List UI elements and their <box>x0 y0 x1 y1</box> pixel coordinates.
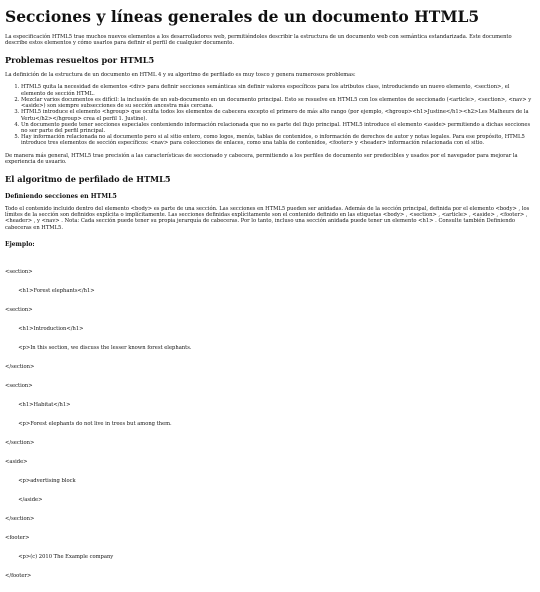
problems-lead-paragraph: La definición de la estructura de un documento en HTML 4 y su algoritmo de perfilado es muy tosco y genera numerosos problemas: <box>5 72 356 79</box>
code-line: <footer> <box>5 535 30 542</box>
problems-list <box>5 84 533 146</box>
code-line: <p>Forest elephants do not live in trees but among them. <box>5 420 172 427</box>
list-item: 4. Un documento puede tener secciones especiales conteniendo información relacionada que no es parte del flujo principal. HTML5 introduce el elemento <aside> permitiendo a dichas secciones no ser parte del perfil principal. <box>21 122 533 134</box>
code-line: <h1>Habitat</h1> <box>5 401 71 408</box>
example-label: Ejemplo: <box>5 240 35 248</box>
code-line: <h1>Introduction</h1> <box>5 325 84 332</box>
code-line: </section> <box>5 516 35 523</box>
code-line: <h1>Forest elephants</h1> <box>5 287 95 294</box>
code-line: </footer> <box>5 573 32 580</box>
section-heading-algorithm: El algoritmo de perfilado de HTML5 <box>5 174 171 185</box>
code-line: </aside> <box>5 497 43 504</box>
list-item: 2. Mezclar varios documentos es difícil: la inclusión de un sub-documento en un documento principal. Esto se resuelve en HTML5 con los elementos de seccionado (<article>, <section>, <nav> y <aside>) son siempre subsecciones de su sección ancestra más cercana. <box>21 97 533 109</box>
code-line: <aside> <box>5 458 28 465</box>
intro-paragraph: La especificación HTML5 trae muchos nuevos elementos a los desarrolladores web, permitiéndoles describir la estructura de un documento web con semántica estandarizada. Este documento describe estos elementos y cómo usarlos para definir el perfil de cualquier documento. <box>5 33 512 47</box>
code-line: <section> <box>5 382 33 389</box>
list-item: 5. Hay información relacionada no al documento pero si al sitio entero, como logos, menús, tablas de contenidos, o información de derechos de autor y notas legales. Para ese propósito, HTML5 introduce tres elementos de sección específicos: <nav> para colecciones de enlaces, como una tabla de contenidos, <footer> y <header> información relacionada con el sitio. <box>21 134 533 146</box>
code-line: <p>In this section, we discuss the lesser known forest elephants. <box>5 344 192 351</box>
code-example <box>5 256 533 592</box>
defining-sections-paragraph: Todo el contenido incluido dentro del elemento <body> es parte de una sección. Las secciones en HTML5 pueden ser anidadas. Además de la sección principal, definida por el elemento <body> , los límites de la sección son definidos explícita o implícitamente. Las secciones definidas explícitamente son el contenido definido en las etiquetas <body> , <section> , <article> , <aside> , <footer> , <header> , y <nav> . Nota: Cada sección puede tener su propia jerarquía de cabeceras. Por lo tanto, incluso una sección anidada puede tener un elemento <h1> . Consulte también Definiendo cabeceras en HTML5. <box>5 206 530 231</box>
section-heading-problems: Problemas resueltos por HTML5 <box>5 55 155 66</box>
code-line: <p>(c) 2010 The Example company <box>5 554 114 561</box>
code-line: </section> <box>5 363 35 370</box>
problems-closing-paragraph: De manera más general, HTML5 trae precisión a las características de seccionado y cabecera, permitiendo a los perfiles de documento ser predecibles y usados por el navegador para mejorar la experiencia de usuario. <box>5 152 518 165</box>
list-item: 1. HTML5 quita la necesidad de elementos <div> para definir secciones semánticas sin definir valores específicos para los atributos class, introduciendo un nuevo elemento, <section>, el elemento de sección HTML. <box>21 84 533 96</box>
subsection-heading-defining-sections: Definiendo secciones en HTML5 <box>5 193 117 201</box>
page-title: Secciones y líneas generales de un documento HTML5 <box>5 7 480 26</box>
code-line: </section> <box>5 439 35 446</box>
code-line: <p>advertising block <box>5 477 76 484</box>
code-line: <section> <box>5 268 33 275</box>
code-line: <section> <box>5 306 33 313</box>
list-item: 3. HTML5 introduce el elemento <hgroup> que oculta todos los elementos de cabecera excepto el primero de más alto rango (por ejemplo, <hgroup><h1>Justine</h1><h2>Les Malheurs de la Vertu</h2></hgroup> crea el perfil 1. Justine). <box>21 109 533 121</box>
